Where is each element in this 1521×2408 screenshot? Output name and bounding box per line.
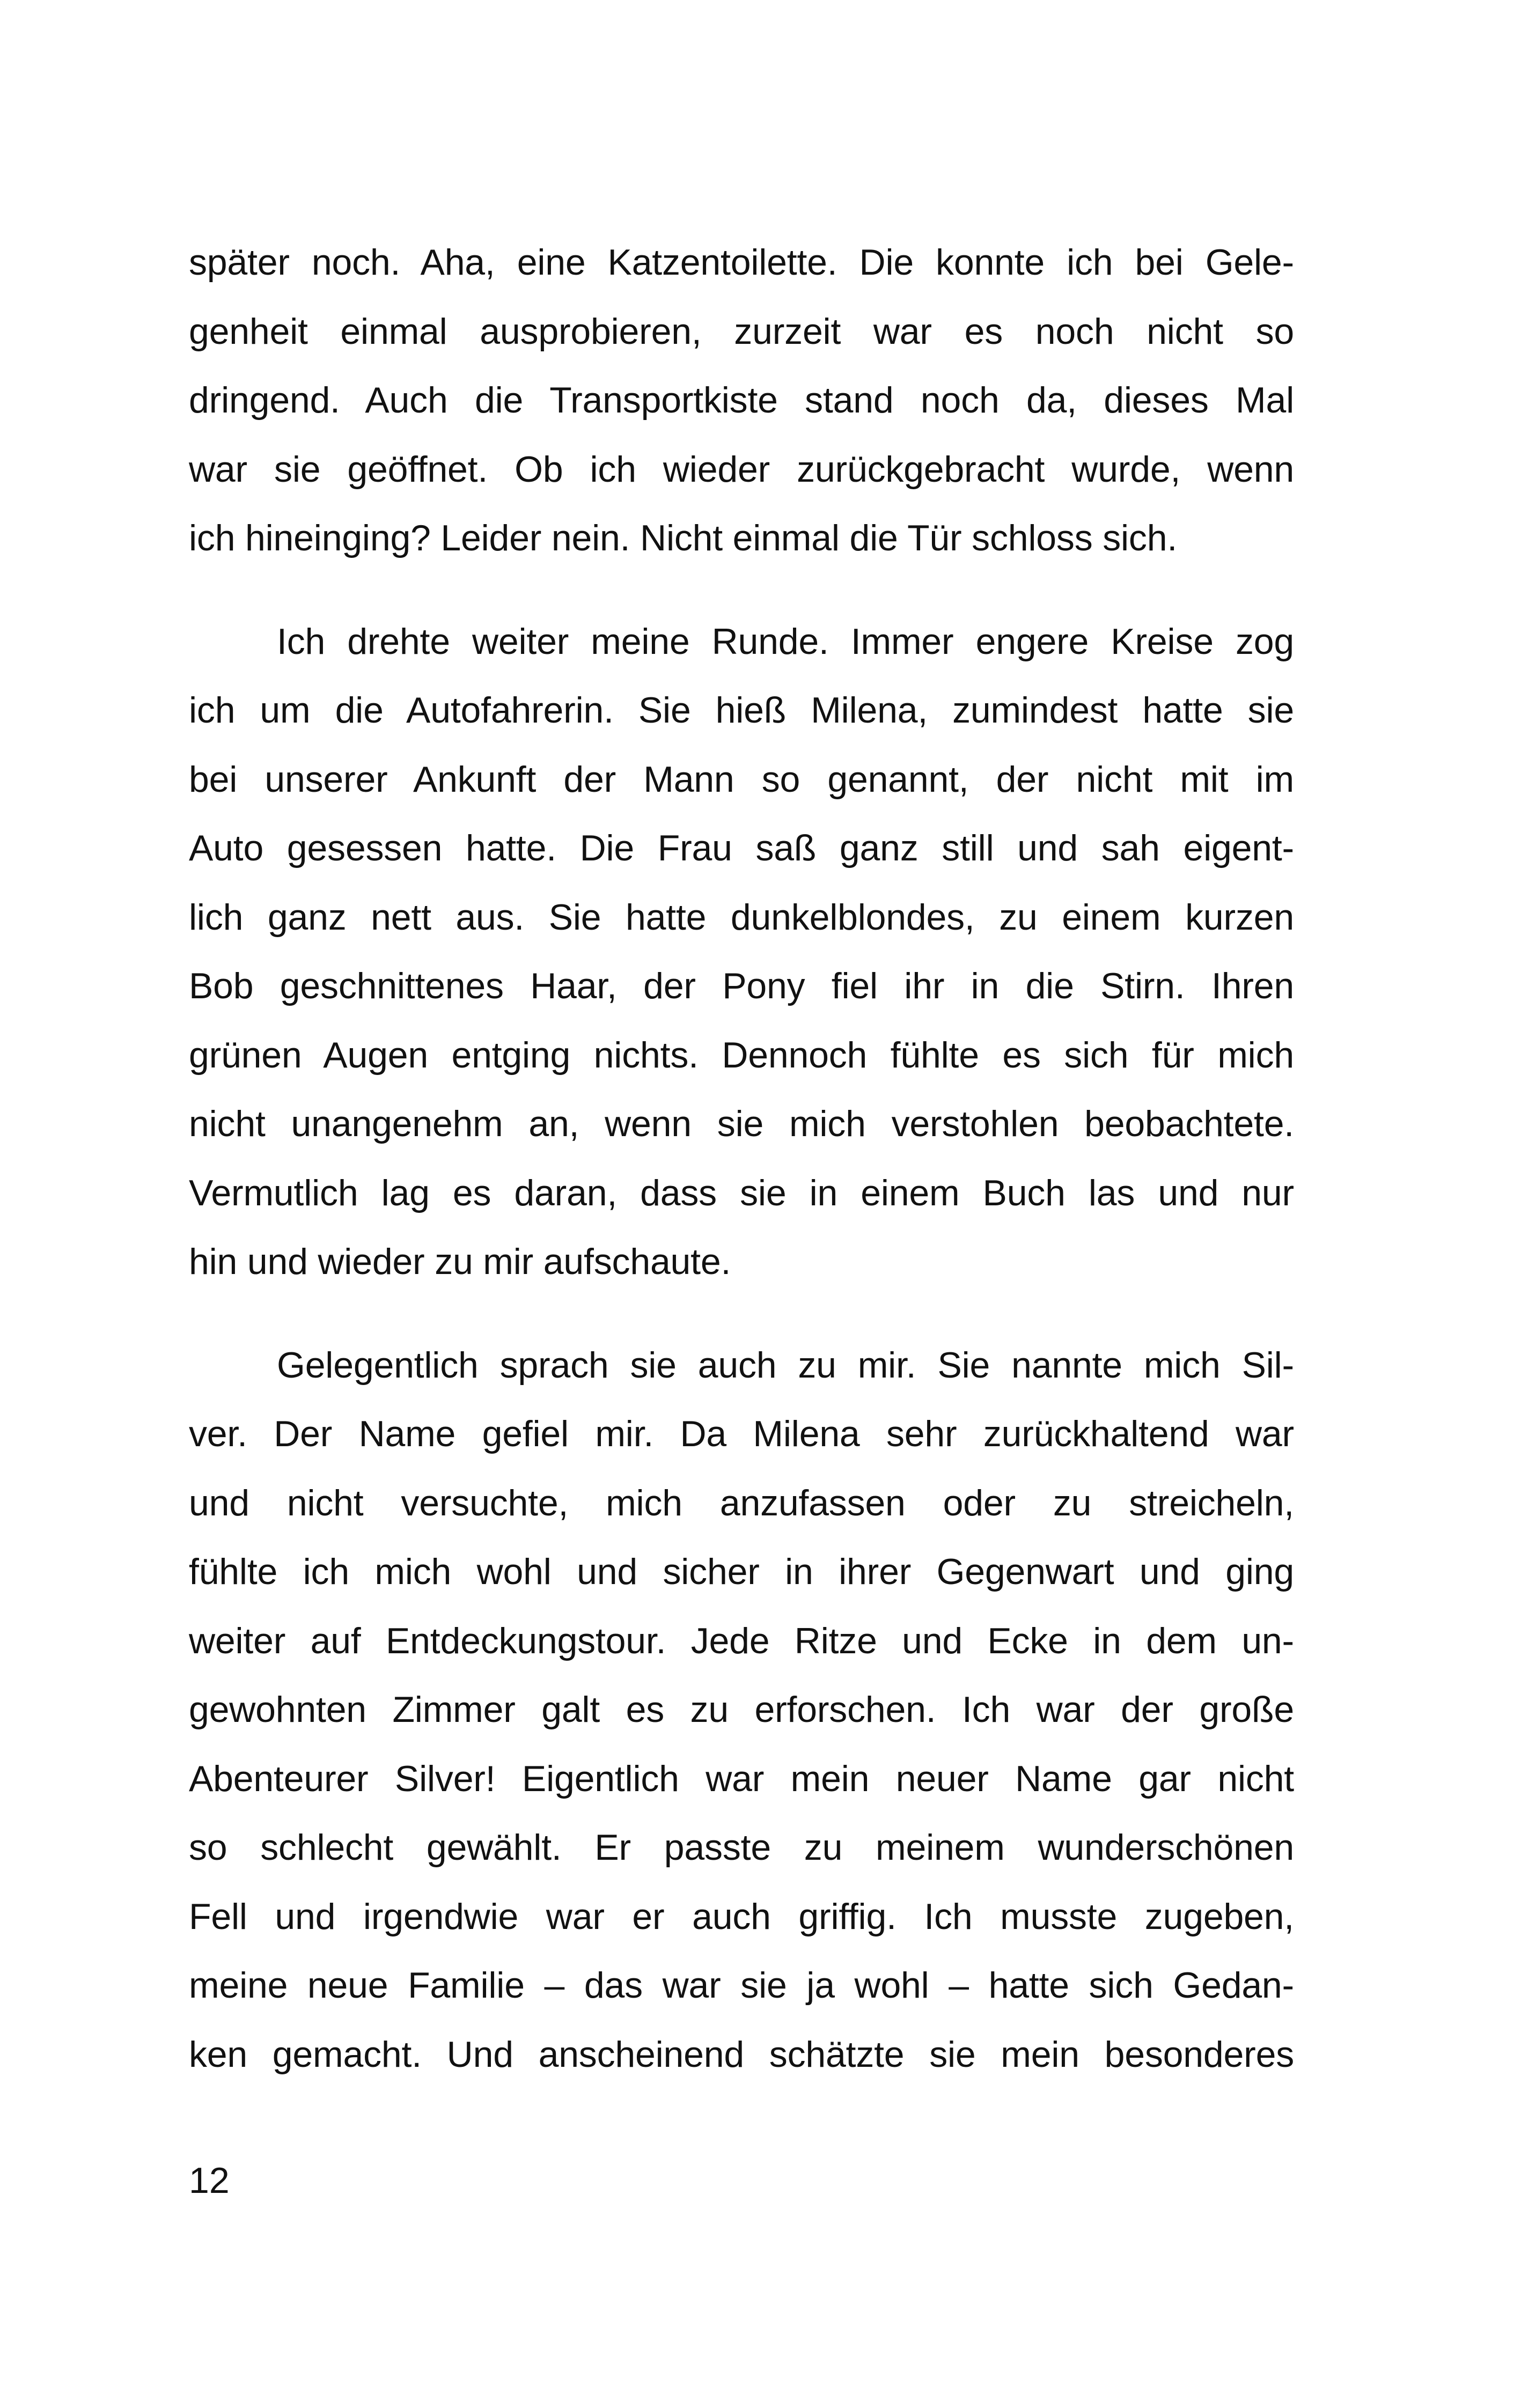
text-line: gewohnten Zimmer galt es zu erforschen. Ich war der große bbox=[189, 1689, 1294, 1730]
text-line: so schlecht gewählt. Er passte zu meinem wunderschönen bbox=[189, 1827, 1294, 1868]
text-line: Vermutlich lag es daran, dass sie in einem Buch las und nur bbox=[189, 1172, 1294, 1213]
text-line: Bob geschnittenes Haar, der Pony fiel ihr in die Stirn. Ihren bbox=[189, 966, 1294, 1006]
text-line: Auto gesessen hatte. Die Frau saß ganz still und sah eigent- bbox=[189, 828, 1294, 868]
page-number: 12 bbox=[189, 2160, 230, 2201]
body-text bbox=[189, 228, 1294, 2089]
text-line: meine neue Familie – das war sie ja wohl – hatte sich Gedan- bbox=[189, 1965, 1294, 2006]
paragraph-gap bbox=[189, 573, 1294, 607]
text-line: ich um die Autofahrerin. Sie hieß Milena, zumindest hatte sie bbox=[189, 690, 1294, 731]
text-line: weiter auf Entdeckungstour. Jede Ritze und Ecke in dem un- bbox=[189, 1620, 1294, 1661]
text-line: Ich drehte weiter meine Runde. Immer engere Kreise zog bbox=[277, 621, 1294, 662]
text-line: ich hineinging? Leider nein. Nicht einmal die Tür schloss sich. bbox=[189, 518, 1178, 558]
text-line: Abenteurer Silver! Eigentlich war mein neuer Name gar nicht bbox=[189, 1758, 1294, 1799]
paragraph-gap bbox=[189, 1297, 1294, 1331]
text-line: nicht unangenehm an, wenn sie mich verstohlen beobachtete. bbox=[189, 1103, 1294, 1144]
text-line: genheit einmal ausprobieren, zurzeit war es noch nicht so bbox=[189, 311, 1294, 352]
text-line: dringend. Auch die Transportkiste stand noch da, dieses Mal bbox=[189, 380, 1294, 421]
text-line: war sie geöffnet. Ob ich wieder zurückgebracht wurde, wenn bbox=[189, 448, 1294, 490]
text-line: ken gemacht. Und anscheinend schätzte sie mein besonderes bbox=[189, 2034, 1294, 2075]
text-line: bei unserer Ankunft der Mann so genannt, der nicht mit im bbox=[189, 759, 1294, 800]
text-line: Fell und irgendwie war er auch griffig. Ich musste zugeben, bbox=[189, 1896, 1294, 1937]
text-line: hin und wieder zu mir aufschaute. bbox=[189, 1241, 731, 1282]
text-line: lich ganz nett aus. Sie hatte dunkelblondes, zu einem kurzen bbox=[189, 896, 1294, 938]
text-line: später noch. Aha, eine Katzentoilette. Die konnte ich bei Gele- bbox=[189, 242, 1294, 283]
text-line: grünen Augen entging nichts. Dennoch fühlte es sich für mich bbox=[189, 1034, 1294, 1076]
text-line: Gelegentlich sprach sie auch zu mir. Sie nannte mich Sil- bbox=[277, 1344, 1294, 1386]
text-line: ver. Der Name gefiel mir. Da Milena sehr zurückhaltend war bbox=[189, 1413, 1294, 1454]
text-line: fühlte ich mich wohl und sicher in ihrer Gegenwart und ging bbox=[189, 1551, 1294, 1592]
text-line: und nicht versuchte, mich anzufassen oder zu streicheln, bbox=[189, 1482, 1294, 1523]
